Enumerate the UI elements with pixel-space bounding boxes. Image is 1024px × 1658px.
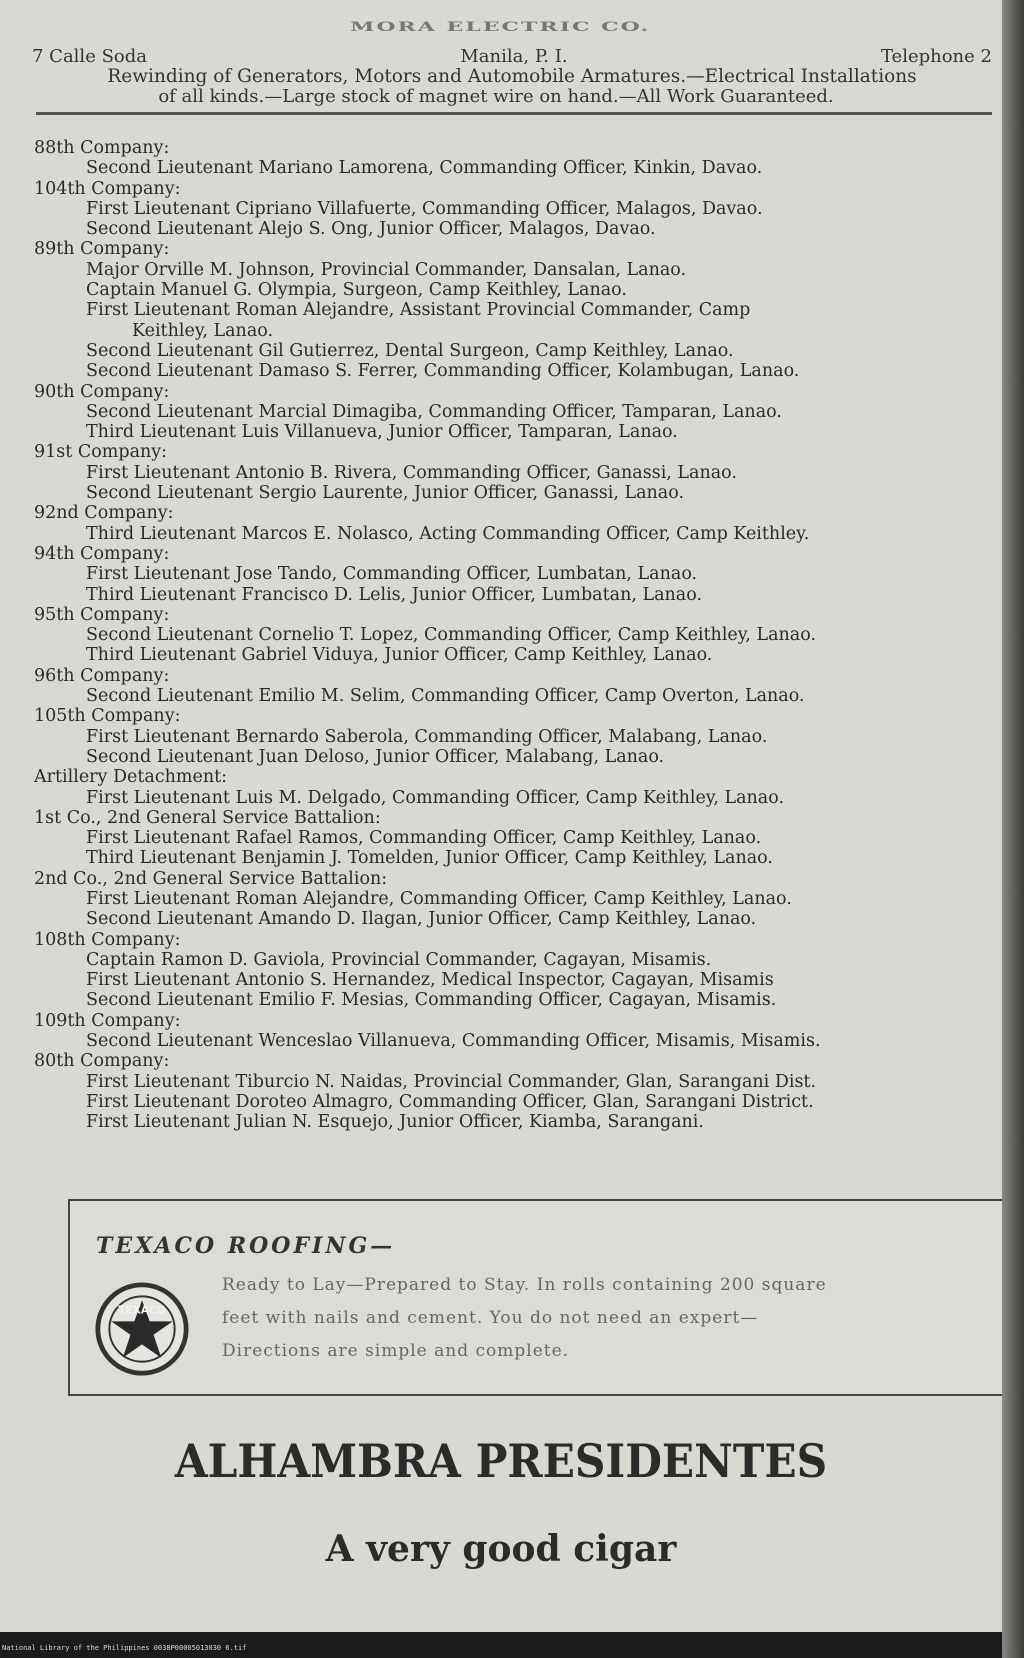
- header-telephone: Telephone 2: [880, 46, 992, 67]
- officer-entry: Second Lieutenant Amando D. Ilagan, Junior Officer, Camp Keithley, Lanao.: [86, 909, 757, 930]
- header-address-row: [32, 46, 992, 67]
- officer-entry: Captain Manuel G. Olympia, Surgeon, Camp Keithley, Lanao.: [86, 280, 627, 301]
- officer-entry: Second Lieutenant Alejo S. Ong, Junior Officer, Malagos, Davao.: [86, 219, 656, 240]
- officer-entry: First Lieutenant Roman Alejandre, Commanding Officer, Camp Keithley, Lanao.: [86, 888, 792, 909]
- company-block: [34, 503, 1002, 544]
- company-name: 89th Company:: [34, 239, 170, 260]
- company-name: 80th Company:: [34, 1051, 170, 1072]
- company-name: 109th Company:: [34, 1010, 181, 1031]
- officer-entry: First Lieutenant Jose Tando, Commanding Officer, Lumbatan, Lanao.: [86, 564, 698, 585]
- page-edge-shadow: [1002, 0, 1024, 1658]
- officer-entry: Second Lieutenant Damaso S. Ferrer, Commanding Officer, Kolambugan, Lanao.: [86, 361, 800, 382]
- header-guarantee-line: of all kinds.—Large stock of magnet wire on hand.—All Work Guaranteed.: [158, 86, 834, 107]
- officer-entry: Second Lieutenant Sergio Laurente, Junior Officer, Ganassi, Lanao.: [86, 483, 685, 504]
- officer-entry: Second Lieutenant Mariano Lamorena, Commanding Officer, Kinkin, Davao.: [86, 158, 763, 179]
- texaco-roofing-ad: [68, 1199, 1002, 1396]
- company-block: [34, 666, 1002, 707]
- officer-entry: Third Lieutenant Gabriel Viduya, Junior Officer, Camp Keithley, Lanao.: [86, 645, 713, 666]
- officer-entry: Second Lieutenant Cornelio T. Lopez, Commanding Officer, Camp Keithley, Lanao.: [86, 625, 817, 646]
- texaco-ad-line-1: Ready to Lay—Prepared to Stay. In rolls containing 200 square: [222, 1275, 827, 1295]
- company-block: [34, 869, 1002, 930]
- company-block: [34, 930, 1002, 1011]
- officer-entry: Third Lieutenant Marcos E. Nolasco, Acting Commanding Officer, Camp Keithley.: [86, 523, 810, 544]
- officer-entry: First Lieutenant Antonio B. Rivera, Commanding Officer, Ganassi, Lanao.: [86, 462, 737, 483]
- company-block: [34, 1051, 1002, 1132]
- officer-entry: First Lieutenant Cipriano Villafuerte, Commanding Officer, Malagos, Davao.: [86, 198, 763, 219]
- company-name: 91st Company:: [34, 442, 168, 463]
- company-block: [34, 179, 1002, 240]
- cigar-brand-heading: ALHAMBRA PRESIDENTES: [174, 1434, 828, 1488]
- officer-entry: Second Lieutenant Marcial Dimagiba, Commanding Officer, Tamparan, Lanao.: [86, 401, 782, 422]
- officer-entry-continuation: Keithley, Lanao.: [132, 320, 274, 341]
- officer-entry: First Lieutenant Tiburcio N. Naidas, Provincial Commander, Glan, Sarangani Dist.: [86, 1071, 817, 1092]
- texaco-star-logo-icon: [94, 1281, 190, 1377]
- officer-entry-wrapped: [34, 300, 1002, 341]
- company-name: 96th Company:: [34, 665, 170, 686]
- officer-entry: First Lieutenant Antonio S. Hernandez, Medical Inspector, Cagayan, Misamis: [86, 970, 774, 991]
- company-name: 2nd Co., 2nd General Service Battalion:: [34, 868, 388, 889]
- company-name: 90th Company:: [34, 381, 170, 402]
- officer-entry: Captain Ramon D. Gaviola, Provincial Commander, Cagayan, Misamis.: [86, 949, 712, 970]
- texaco-ad-line-2: feet with nails and cement. You do not need an expert—: [222, 1308, 759, 1328]
- header-divider: [36, 112, 992, 115]
- company-block: [34, 605, 1002, 666]
- header-services-line: Rewinding of Generators, Motors and Automobile Armatures.—Electrical Installations: [107, 66, 917, 87]
- company-name: 88th Company:: [34, 138, 170, 158]
- officer-entry-line: First Lieutenant Roman Alejandre, Assistant Provincial Commander, Camp: [86, 300, 751, 321]
- company-roster: [34, 138, 1002, 1133]
- company-name: Artillery Detachment:: [34, 767, 228, 788]
- texaco-ad-line-3: Directions are simple and complete.: [222, 1341, 570, 1361]
- company-block: [34, 442, 1002, 503]
- company-name: 108th Company:: [34, 929, 181, 950]
- company-block: [34, 239, 1002, 381]
- company-block: [34, 138, 1002, 179]
- company-name: 92nd Company:: [34, 503, 174, 524]
- officer-entry: First Lieutenant Doroteo Almagro, Commanding Officer, Glan, Sarangani District.: [86, 1091, 814, 1112]
- officer-entry: First Lieutenant Bernardo Saberola, Commanding Officer, Malabang, Lanao.: [86, 726, 768, 747]
- texaco-logo-text: TEXACO: [118, 1304, 166, 1317]
- officer-entry: Second Lieutenant Emilio M. Selim, Commanding Officer, Camp Overton, Lanao.: [86, 686, 805, 707]
- scan-footer-caption: National Library of the Philippines 0038P00005013030 6.tif: [2, 1644, 247, 1652]
- officer-entry: Second Lieutenant Juan Deloso, Junior Officer, Malabang, Lanao.: [86, 746, 665, 767]
- company-name: 94th Company:: [34, 543, 170, 564]
- company-block: [34, 706, 1002, 767]
- company-block: [34, 544, 1002, 605]
- company-name: 95th Company:: [34, 604, 170, 625]
- company-name: 104th Company:: [34, 178, 181, 199]
- officer-entry: First Lieutenant Luis M. Delgado, Commanding Officer, Camp Keithley, Lanao.: [86, 787, 785, 808]
- company-block: [34, 767, 1002, 808]
- company-block: [34, 1011, 1002, 1052]
- company-block: [34, 808, 1002, 869]
- officer-entry: First Lieutenant Rafael Ramos, Commanding Officer, Camp Keithley, Lanao.: [86, 828, 762, 849]
- officer-entry: First Lieutenant Julian N. Esquejo, Junior Officer, Kiamba, Sarangani.: [86, 1112, 704, 1133]
- officer-entry: Third Lieutenant Benjamin J. Tomelden, Junior Officer, Camp Keithley, Lanao.: [86, 848, 773, 869]
- officer-entry: Second Lieutenant Emilio F. Mesias, Commanding Officer, Cagayan, Misamis.: [86, 990, 777, 1011]
- officer-entry: Third Lieutenant Luis Villanueva, Junior Officer, Tamparan, Lanao.: [86, 422, 678, 443]
- officer-entry: Second Lieutenant Wenceslao Villanueva, Commanding Officer, Misamis, Misamis.: [86, 1031, 821, 1052]
- company-block: [34, 382, 1002, 443]
- officer-entry: Third Lieutenant Francisco D. Lelis, Junior Officer, Lumbatan, Lanao.: [86, 584, 703, 605]
- cigar-tagline: A very good cigar: [325, 1528, 677, 1570]
- officer-entry: Second Lieutenant Gil Gutierrez, Dental Surgeon, Camp Keithley, Lanao.: [86, 340, 734, 361]
- header-company-name: MORA ELECTRIC CO.: [350, 19, 651, 35]
- company-name: 1st Co., 2nd General Service Battalion:: [34, 807, 381, 828]
- texaco-ad-body: [222, 1269, 982, 1368]
- header-address: 7 Calle Soda: [32, 46, 147, 67]
- officer-entry: Major Orville M. Johnson, Provincial Commander, Dansalan, Lanao.: [86, 259, 687, 280]
- texaco-ad-title: TEXACO ROOFING—: [96, 1233, 396, 1259]
- company-name: 105th Company:: [34, 706, 181, 727]
- header-city: Manila, P. I.: [460, 46, 568, 67]
